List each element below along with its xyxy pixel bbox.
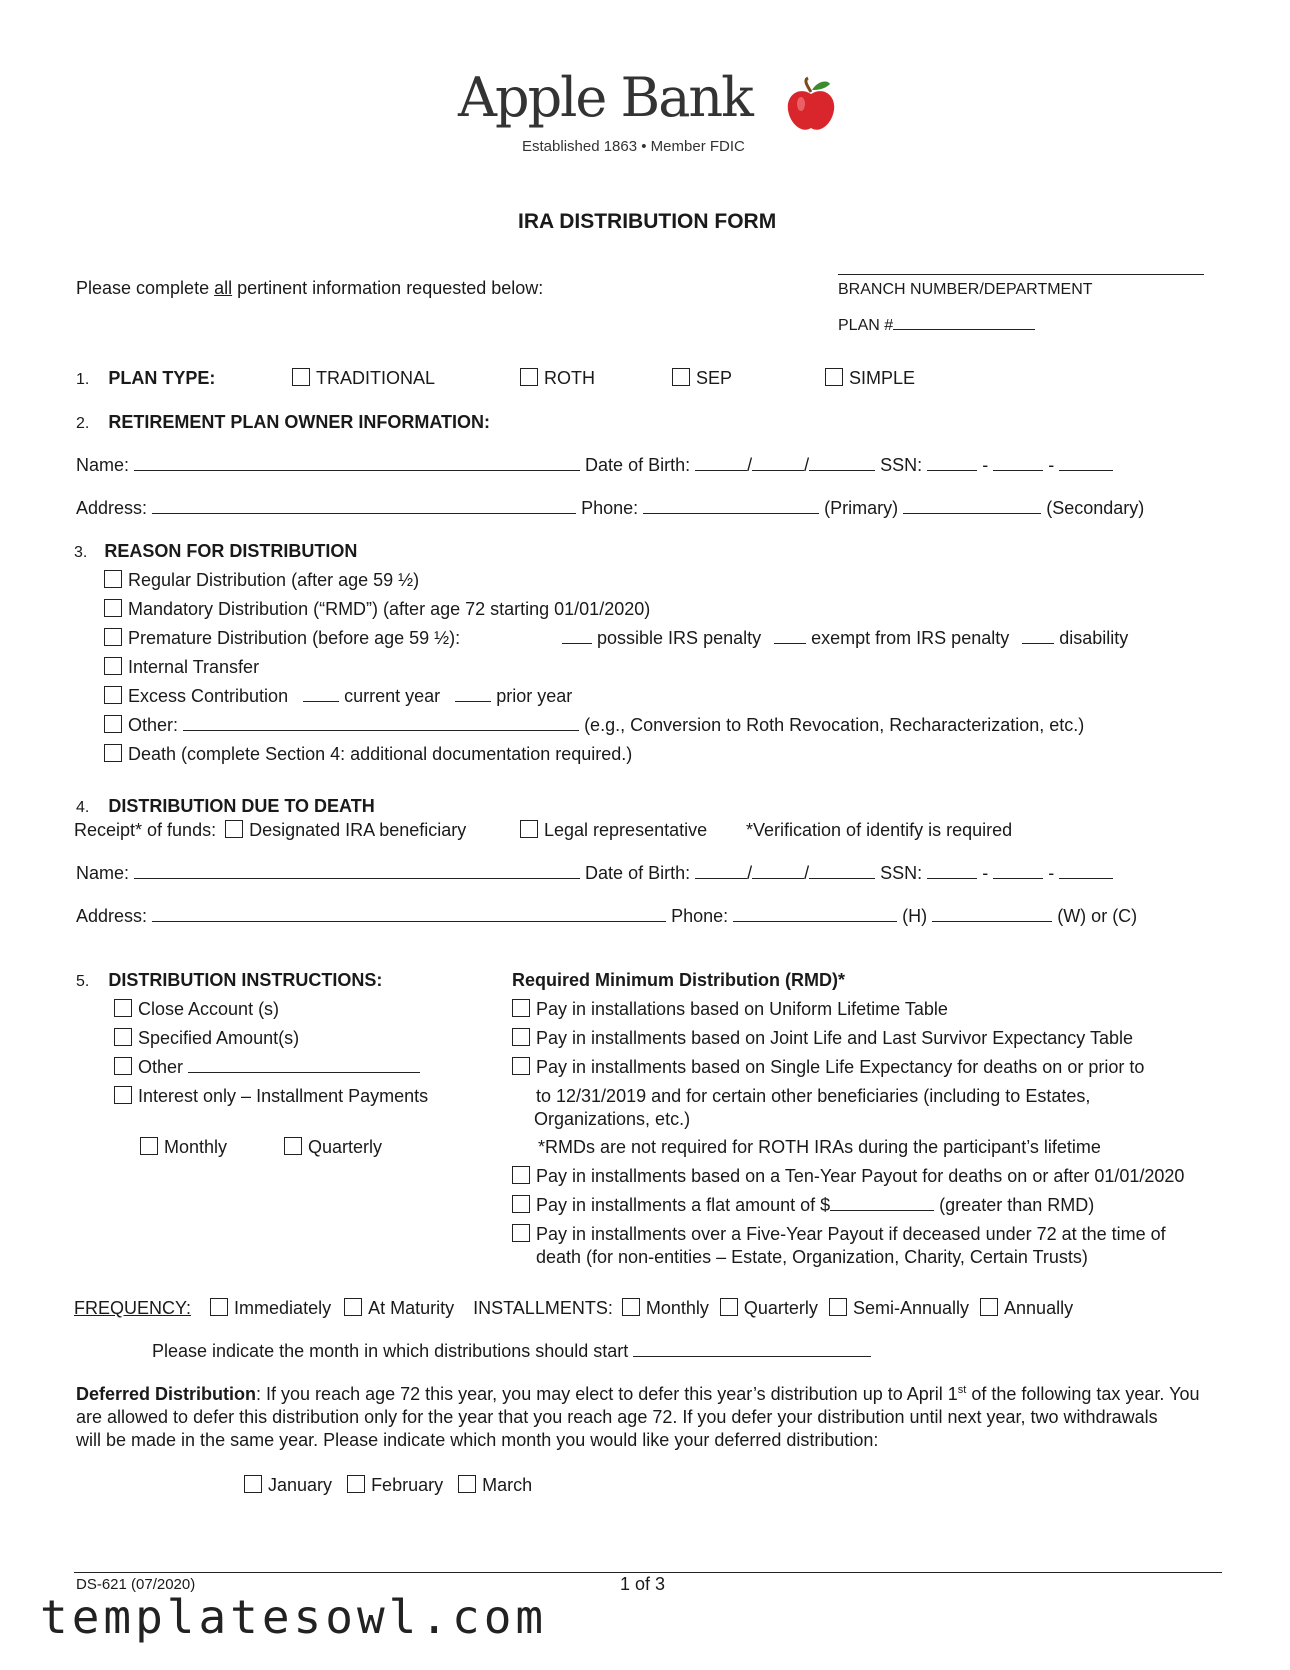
possible-penalty-field[interactable]: [562, 628, 592, 644]
checkbox[interactable]: [104, 628, 122, 646]
checkbox[interactable]: [512, 1028, 530, 1046]
plan-label: PLAN #: [838, 317, 894, 334]
instr-other[interactable]: [114, 1057, 420, 1078]
checkbox[interactable]: [512, 1166, 530, 1184]
option-label: Other: [138, 1057, 184, 1077]
plan-option-simple[interactable]: [825, 368, 915, 389]
owner-dob-label: Date of Birth:: [585, 455, 691, 475]
checkbox[interactable]: [520, 368, 538, 386]
intro-emph: all: [214, 278, 233, 298]
option-label: Specified Amount(s): [138, 1028, 300, 1048]
january-checkbox[interactable]: [244, 1475, 262, 1493]
bank-logo: [458, 66, 838, 176]
immediately-label: Immediately: [234, 1298, 332, 1318]
sec2-title: RETIREMENT PLAN OWNER INFORMATION: [108, 412, 485, 432]
intro-text: [76, 278, 543, 299]
sec5-number: 5.: [76, 973, 90, 990]
option-label: Excess Contribution: [128, 686, 289, 706]
beneficiary-ssn-label: SSN:: [880, 863, 923, 883]
rmd-joint[interactable]: [512, 1028, 1133, 1049]
sec4-title: DISTRIBUTION DUE TO DEATH: [108, 796, 375, 816]
sec5-title: DISTRIBUTION INSTRUCTIONS: [108, 970, 377, 990]
rmd-flat[interactable]: [512, 1195, 1094, 1216]
sec3-number: 3.: [74, 544, 88, 561]
plan-option-roth[interactable]: [520, 368, 595, 389]
month-start-field[interactable]: [633, 1341, 871, 1357]
owner-address-field[interactable]: [152, 498, 576, 514]
frequency-row: [74, 1298, 1073, 1319]
rmd-single[interactable]: [512, 1057, 1144, 1078]
owner-dob-day[interactable]: [752, 455, 804, 471]
beneficiary-dob-label: Date of Birth:: [585, 863, 691, 883]
sec3-title: REASON FOR DISTRIBUTION: [104, 541, 358, 561]
instr-quarterly[interactable]: [284, 1137, 382, 1158]
reason-internal[interactable]: [104, 657, 259, 678]
form-code: DS-621 (07/2020): [76, 1576, 196, 1593]
maturity-label: At Maturity: [368, 1298, 455, 1318]
option-label: Pay in installments based on Single Life Expectancy for deaths on or prior to: [536, 1057, 1145, 1077]
option-label: Regular Distribution (after age 59 ½): [128, 570, 420, 590]
checkbox[interactable]: [104, 657, 122, 675]
option-label: Internal Transfer: [128, 657, 260, 677]
freq-semi-checkbox[interactable]: [829, 1298, 847, 1316]
month-start-label: Please indicate the month in which distributions should start: [152, 1341, 629, 1361]
option-label: Premature Distribution (before age 59 ½):: [128, 628, 461, 648]
owner-address-row: [76, 498, 1144, 519]
owner-ssn-2[interactable]: [993, 455, 1043, 471]
receipt-label: Receipt* of funds:: [74, 820, 217, 840]
option-label: TRADITIONAL: [316, 368, 436, 388]
option-label: Pay in installments based on a Ten-Year Payout for deaths on or after 01/01/2020: [536, 1166, 1185, 1186]
rmd-ten-year[interactable]: [512, 1166, 1184, 1187]
designated-label: Designated IRA beneficiary: [249, 820, 467, 840]
owner-ssn-1[interactable]: [927, 455, 977, 471]
intro-prefix: Please complete: [76, 278, 215, 298]
receipt-row: [74, 820, 466, 841]
other-example: (e.g., Conversion to Roth Revocation, Recharacterization, etc.): [584, 715, 1085, 735]
owner-name-field[interactable]: [134, 455, 580, 471]
freq-semi-label: Semi-Annually: [852, 1298, 970, 1318]
rmd-single-cont1: to 12/31/2019 and for certain other beneficiaries (including to Estates,: [536, 1086, 1091, 1106]
checkbox[interactable]: [292, 368, 310, 386]
logo-tagline: Established 1863 • Member FDIC: [522, 138, 745, 155]
frequency-label: FREQUENCY:: [74, 1298, 192, 1318]
option-label: Pay in installations based on Uniform Lifetime Table: [536, 999, 948, 1019]
w-label: (W) or (C): [1057, 906, 1138, 926]
beneficiary-dob-month[interactable]: [695, 863, 747, 879]
owner-ssn-label: SSN:: [880, 455, 923, 475]
beneficiary-name-field[interactable]: [134, 863, 580, 879]
option-label: Pay in installments a flat amount of $: [536, 1195, 831, 1215]
checkbox[interactable]: [104, 744, 122, 762]
section-owner-info: 2. RETIREMENT PLAN OWNER INFORMATION:: [76, 412, 491, 432]
exempt-penalty-label: exempt from IRS penalty: [811, 628, 1010, 648]
instr-other-field[interactable]: [188, 1057, 420, 1073]
option-label: Pay in installments over a Five-Year Payout if deceased under 72 at the time of: [536, 1224, 1166, 1244]
option-label: Close Account (s): [138, 999, 280, 1019]
freq-quarterly-label: Quarterly: [743, 1298, 818, 1318]
plan-number-field[interactable]: [838, 314, 1035, 335]
checkbox[interactable]: [114, 1086, 132, 1104]
flat-note: (greater than RMD): [939, 1195, 1095, 1215]
beneficiary-phone-w[interactable]: [932, 906, 1052, 922]
rmd-roth-note: *RMDs are not required for ROTH IRAs during the participant’s lifetime: [538, 1137, 1101, 1157]
freq-quarterly-checkbox[interactable]: [720, 1298, 738, 1316]
beneficiary-name-label: Name:: [76, 863, 130, 883]
exempt-penalty-field[interactable]: [774, 628, 806, 644]
beneficiary-name-row: Name: Date of Birth: / / SSN: - -: [76, 863, 1113, 884]
option-label: Interest only – Installment Payments: [138, 1086, 429, 1106]
reason-other[interactable]: [104, 715, 1084, 736]
owner-phone-primary[interactable]: [643, 498, 819, 514]
february-checkbox[interactable]: [347, 1475, 365, 1493]
rmd-five-year-cont: death (for non-entities – Estate, Organization, Charity, Certain Trusts): [536, 1247, 1088, 1267]
option-label: Legal representative: [544, 820, 708, 840]
option-label: SEP: [696, 368, 733, 388]
installments-label: INSTALLMENTS:: [473, 1298, 613, 1318]
rmd-five-year[interactable]: [512, 1224, 1166, 1245]
checkbox[interactable]: [104, 686, 122, 704]
prior-year-label: prior year: [496, 686, 573, 706]
checkbox[interactable]: [825, 368, 843, 386]
sec1-title: PLAN TYPE: [108, 368, 210, 388]
section-reason: [74, 541, 357, 562]
section-instructions: 5. DISTRIBUTION INSTRUCTIONS:: [76, 970, 383, 990]
reason-excess[interactable]: [104, 686, 572, 707]
h-label: (H): [902, 906, 928, 926]
beneficiary-phone-h[interactable]: [733, 906, 897, 922]
owner-name-row: Name: Date of Birth: / / SSN: - -: [76, 455, 1113, 476]
watermark: templatesowl.com: [40, 1590, 548, 1644]
option-label: Pay in installments based on Joint Life and Last Survivor Expectancy Table: [536, 1028, 1134, 1048]
prior-year-field[interactable]: [455, 686, 491, 702]
other-reason-field[interactable]: [183, 715, 579, 731]
checkbox[interactable]: [512, 1057, 530, 1075]
section-death: [76, 796, 375, 817]
owner-address-label: Address:: [76, 498, 148, 518]
branch-line[interactable]: [838, 274, 1204, 275]
checkbox[interactable]: [104, 570, 122, 588]
instr-close[interactable]: [114, 999, 279, 1020]
branch-label: BRANCH NUMBER/DEPARTMENT: [838, 281, 1093, 298]
option-label: ROTH: [544, 368, 595, 388]
rmd-single-cont2: Organizations, etc.): [534, 1109, 691, 1129]
beneficiary-ssn-3[interactable]: [1059, 863, 1113, 879]
option-label: Monthly: [164, 1137, 228, 1157]
section-plan-type: 1. PLAN TYPE:: [76, 368, 216, 388]
freq-monthly-checkbox[interactable]: [622, 1298, 640, 1316]
march-checkbox[interactable]: [458, 1475, 476, 1493]
checkbox[interactable]: [520, 820, 538, 838]
secondary-label: (Secondary): [1046, 498, 1145, 518]
flat-amount-field[interactable]: [830, 1195, 934, 1211]
deferred-line1: [76, 1384, 1199, 1405]
beneficiary-ssn-1[interactable]: [927, 863, 977, 879]
checkbox[interactable]: [104, 715, 122, 733]
page-number: 1 of 3: [620, 1574, 666, 1594]
checkbox[interactable]: [114, 999, 132, 1017]
rmd-uniform[interactable]: [512, 999, 948, 1020]
january-label: January: [268, 1475, 333, 1495]
deferred-label: Deferred Distribution: [76, 1384, 257, 1404]
freq-monthly-label: Monthly: [645, 1298, 709, 1318]
plan-option-sep[interactable]: [672, 368, 732, 389]
checkbox[interactable]: [104, 599, 122, 617]
reason-premature[interactable]: [104, 628, 460, 649]
option-label: Death (complete Section 4: additional documentation required.): [128, 744, 633, 764]
option-label: Quarterly: [308, 1137, 383, 1157]
apple-icon: [784, 76, 838, 136]
sec4-number: 4.: [76, 799, 90, 816]
beneficiary-address-field[interactable]: [152, 906, 666, 922]
disability-field[interactable]: [1022, 628, 1054, 644]
verification-note: *Verification of identify is required: [746, 820, 1013, 840]
logo-name: Apple Bank: [458, 66, 752, 129]
form-title: IRA DISTRIBUTION FORM: [518, 210, 777, 233]
beneficiary-phone-label: Phone:: [671, 906, 729, 926]
reason-death[interactable]: [104, 744, 632, 765]
month-start-row: [152, 1341, 871, 1362]
possible-penalty-label: possible IRS penalty: [597, 628, 762, 648]
beneficiary-dob-day[interactable]: [752, 863, 804, 879]
checkbox[interactable]: [140, 1137, 158, 1155]
deferred-sup: st: [957, 1384, 967, 1396]
freq-annually-label: Annually: [1004, 1298, 1074, 1318]
checkbox[interactable]: [284, 1137, 302, 1155]
footer-rule: [74, 1572, 1222, 1573]
deferred-line2: are allowed to defer this distribution only for the year that you reach age 72. If you defer your distribution until next year, two withdrawals: [76, 1407, 1158, 1427]
instr-interest[interactable]: [114, 1086, 428, 1107]
owner-name-label: Name:: [76, 455, 130, 475]
checkbox[interactable]: [114, 1057, 132, 1075]
owner-phone-secondary[interactable]: [903, 498, 1041, 514]
february-label: February: [371, 1475, 444, 1495]
option-label: Mandatory Distribution (“RMD”) (after age 72 starting 01/01/2020): [128, 599, 651, 619]
checkbox[interactable]: [512, 1195, 530, 1213]
option-label: Other:: [128, 715, 179, 735]
option-label: SIMPLE: [849, 368, 916, 388]
beneficiary-ssn-2[interactable]: [993, 863, 1043, 879]
immediately-checkbox[interactable]: [210, 1298, 228, 1316]
owner-ssn-3[interactable]: [1059, 455, 1113, 471]
deferred-text-1b: of the following tax year. You: [966, 1384, 1200, 1404]
legal-rep-option[interactable]: [520, 820, 707, 841]
designated-beneficiary-checkbox[interactable]: [225, 820, 243, 838]
premature-options: [562, 628, 1128, 649]
disability-label: disability: [1059, 628, 1129, 648]
intro-suffix: pertinent information requested below:: [232, 278, 544, 298]
owner-dob-year[interactable]: [809, 455, 875, 471]
checkbox[interactable]: [114, 1028, 132, 1046]
maturity-checkbox[interactable]: [344, 1298, 362, 1316]
plan-option-traditional[interactable]: [292, 368, 435, 389]
reason-mandatory[interactable]: [104, 599, 650, 620]
owner-dob-month[interactable]: [695, 455, 747, 471]
deferred-line3: will be made in the same year. Please indicate which month you would like your deferred distribution:: [76, 1430, 879, 1450]
sec2-number: 2.: [76, 415, 90, 432]
checkbox[interactable]: [512, 999, 530, 1017]
primary-label: (Primary): [824, 498, 899, 518]
deferred-text-1a: : If you reach age 72 this year, you may elect to defer this year’s distribution up to April 1: [256, 1384, 958, 1404]
checkbox[interactable]: [672, 368, 690, 386]
checkbox[interactable]: [512, 1224, 530, 1242]
current-year-label: current year: [344, 686, 441, 706]
beneficiary-address-row: [76, 906, 1137, 927]
march-label: March: [482, 1475, 533, 1495]
reason-regular[interactable]: [104, 570, 419, 591]
current-year-field[interactable]: [303, 686, 339, 702]
beneficiary-dob-year[interactable]: [809, 863, 875, 879]
deferred-months: [244, 1475, 532, 1496]
sec1-number: 1.: [76, 371, 90, 388]
instr-specified[interactable]: [114, 1028, 299, 1049]
instr-monthly[interactable]: [140, 1137, 227, 1158]
rmd-title: Required Minimum Distribution (RMD)*: [512, 970, 845, 990]
freq-annually-checkbox[interactable]: [980, 1298, 998, 1316]
owner-phone-label: Phone:: [581, 498, 639, 518]
beneficiary-address-label: Address:: [76, 906, 148, 926]
